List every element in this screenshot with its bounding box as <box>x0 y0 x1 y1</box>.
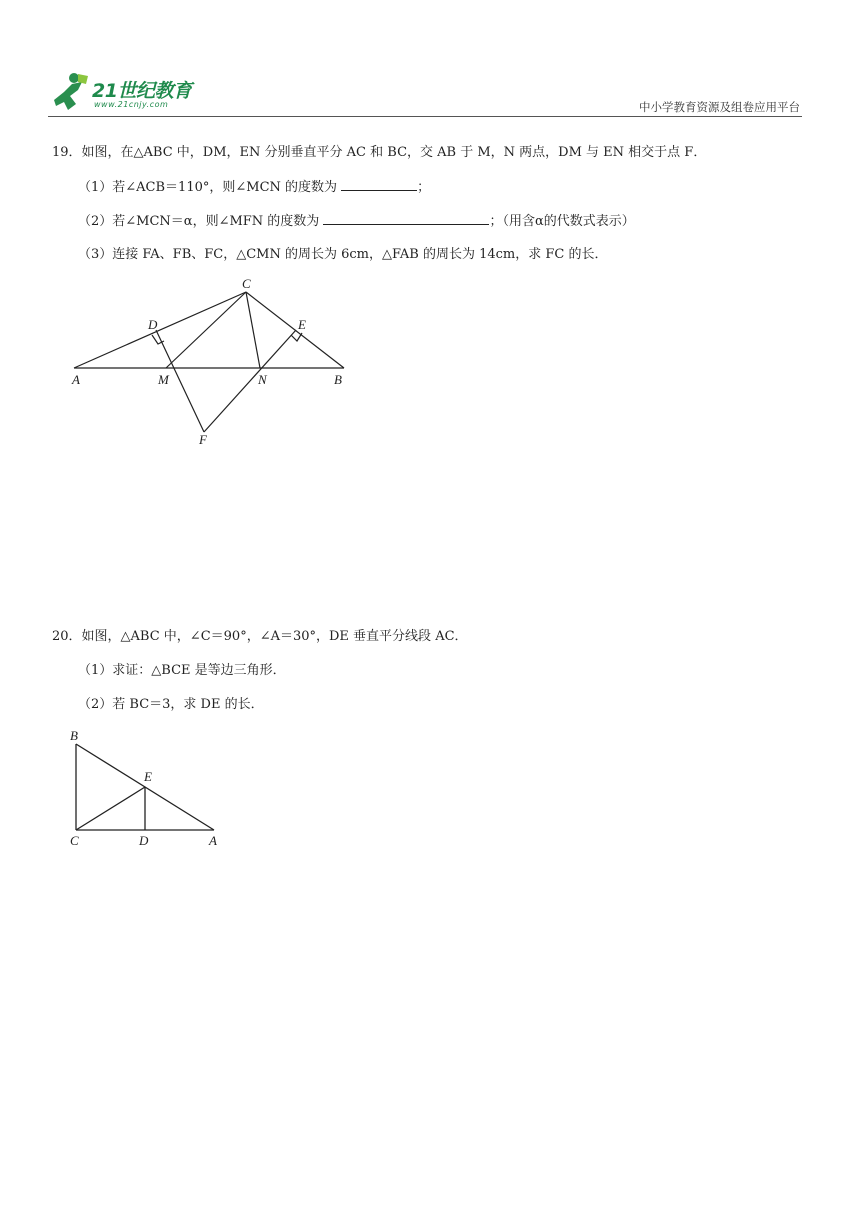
q19-part2-text: （2）若∠MCN＝α，则∠MFN 的度数为 <box>78 214 320 229</box>
q19-part1 <box>78 178 430 197</box>
q20-figure <box>64 726 234 856</box>
q19-part3: （3）连接 FA、FB、FC，△CMN 的周长为 6cm，△FAB 的周长为 14cm，求 FC 的长． <box>78 247 608 262</box>
q19-part1-end: ； <box>417 180 431 195</box>
label-m: M <box>158 372 169 387</box>
label-a: A <box>209 833 217 848</box>
q19-part2-end: ；（用含α的代数式表示） <box>489 214 635 229</box>
label-d: D <box>148 317 158 332</box>
label-b: B <box>70 728 78 743</box>
label-c: C <box>242 276 251 291</box>
q19-figure <box>60 272 360 452</box>
q19-part1-text: （1）若∠ACB＝110°，则∠MCN 的度数为 <box>78 180 338 195</box>
q19-part1-blank[interactable] <box>341 178 417 191</box>
label-n: N <box>258 372 267 387</box>
label-a: A <box>72 372 80 387</box>
label-e: E <box>298 317 306 332</box>
platform-title: 中小学教育资源及组卷应用平台 <box>639 100 800 114</box>
q20-part2: （2）若 BC＝3，求 DE 的长． <box>78 697 264 712</box>
q19-stem <box>52 144 706 162</box>
q20-number: 20． <box>52 629 82 644</box>
q19-number: 19． <box>52 145 82 160</box>
q20-stem-text: 如图，△ABC 中，∠C＝90°，∠A＝30°，DE 垂直平分线段 AC． <box>81 629 468 644</box>
label-b: B <box>334 372 342 387</box>
runner-logo-icon <box>48 70 92 114</box>
logo <box>48 70 218 114</box>
label-f: F <box>199 432 207 447</box>
header-divider <box>48 116 802 117</box>
label-c: C <box>70 833 79 848</box>
q19-part2 <box>78 212 635 231</box>
q20-part1: （1）求证：△BCE 是等边三角形． <box>78 663 286 678</box>
label-d: D <box>139 833 149 848</box>
label-e: E <box>144 769 152 784</box>
q20-stem <box>52 628 468 646</box>
q19-stem-text: 如图，在△ABC 中，DM，EN 分别垂直平分 AC 和 BC，交 AB 于 M，N 两点，DM 与 EN 相交于点 F． <box>81 145 707 160</box>
logo-url: www.21cnjy.com <box>94 100 169 109</box>
q19-part2-blank[interactable] <box>323 212 489 225</box>
logo-text: 21世纪教育 <box>92 80 192 102</box>
